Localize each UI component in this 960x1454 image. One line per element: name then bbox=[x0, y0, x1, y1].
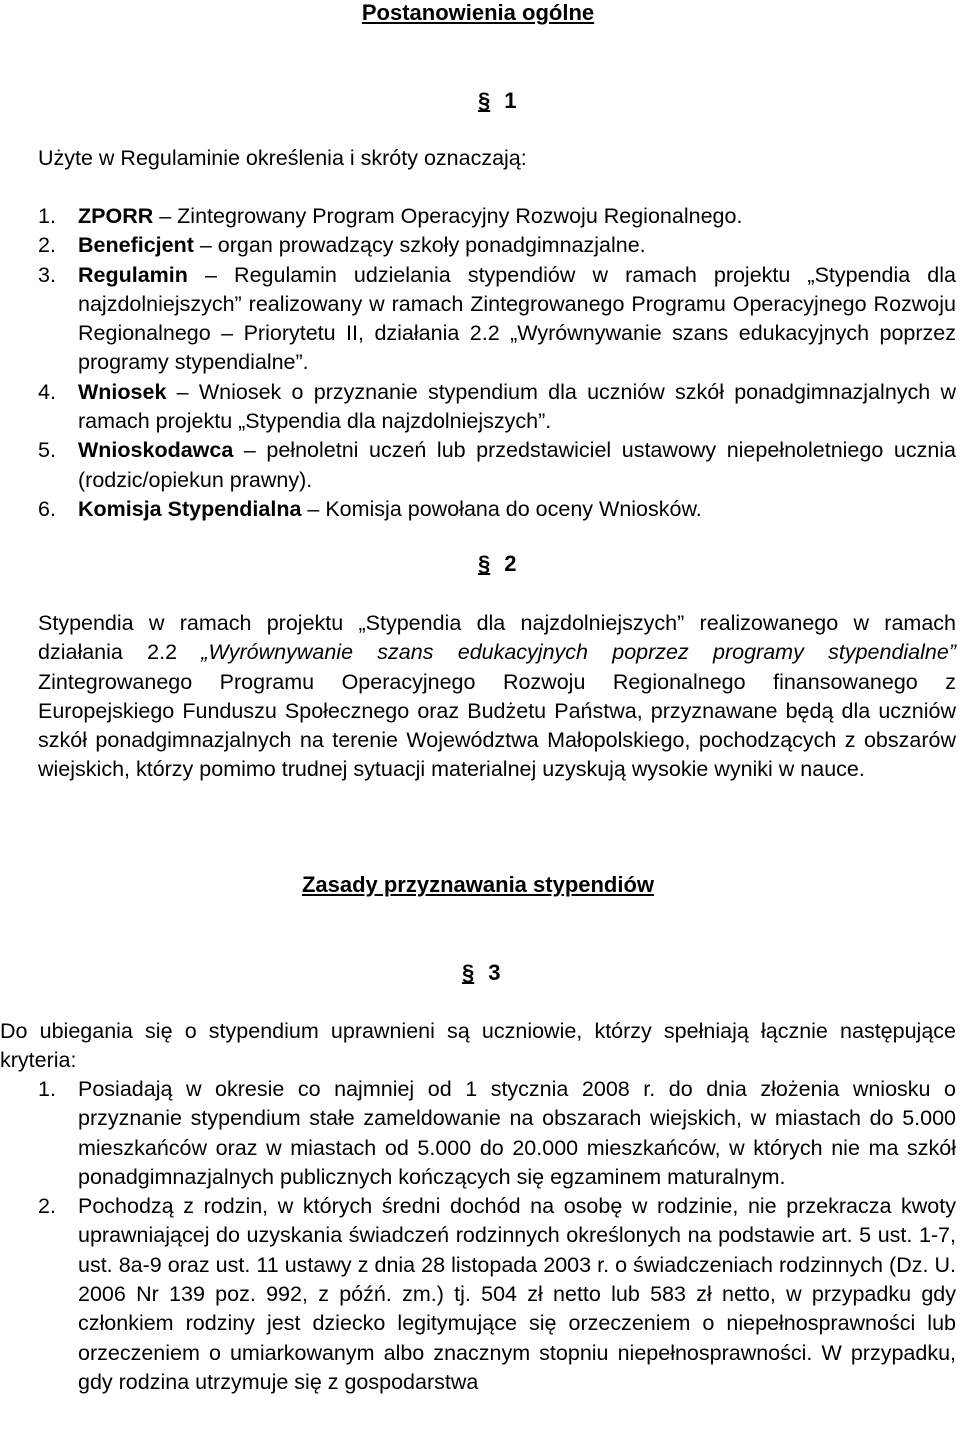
list-number: 1. bbox=[38, 1077, 56, 1101]
description-part-1: Stypendia w ramach projektu „Stypendia dla najzdolniejszych” realizowanego w ramach działania 2.2 bbox=[38, 611, 956, 665]
description-italic: „Wyrównywanie szans edukacyjnych poprzez programy stypendialne” bbox=[201, 640, 956, 665]
list-number: 4. bbox=[38, 379, 56, 404]
list-number: 6. bbox=[38, 496, 56, 521]
definition-term: ZPORR bbox=[78, 204, 154, 228]
list-number: 5. bbox=[38, 438, 56, 463]
definition-dash: – bbox=[193, 233, 218, 258]
definition-text: Regulamin udzielania stypendiów w ramach projektu „Stypendia dla najzdolniejszych” realizowany w ramach Zintegrowanego Programu Operacyjnego Rozwoju Regionalnego – Priorytetu II, działania 2.2 „Wyrównywanie szans edukacyjnych poprzez programy stypendialne”. bbox=[78, 262, 956, 375]
list-number: 1. bbox=[38, 204, 56, 228]
definition-item bbox=[38, 378, 956, 437]
description-part-2: Zintegrowanego Programu Operacyjnego Rozwoju Regionalnego finansowanego z Europejskiego Funduszu Społecznego oraz Budżetu Państwa, przyznawane będą dla uczniów szkół ponadgimnazjalnych na terenie Województwa Małopolskiego, pochodzących z obszarów wiejskich, którzy pomimo trudnej sytuacji materialnej uzyskują wysokie wyniki w nauce. bbox=[38, 669, 956, 782]
definition-dash: – bbox=[233, 438, 267, 463]
section-3-marker bbox=[462, 958, 501, 987]
section-symbol: § bbox=[478, 551, 491, 576]
definitions-list bbox=[38, 202, 956, 524]
criteria-list bbox=[38, 1075, 956, 1397]
criterion-item bbox=[38, 1192, 956, 1397]
heading-general-text: Postanowienia ogólne bbox=[361, 0, 595, 25]
definition-item bbox=[38, 495, 956, 524]
list-number: 2. bbox=[38, 233, 56, 258]
definition-item bbox=[38, 231, 956, 260]
criterion-text: Pochodzą z rodzin, w których średni dochód na osobę w rodzinie, nie przekracza kwoty uprawniającej do uzyskania świadczeń rodzinnych określonych na podstawie art. 5 ust. 1-7, ust. 8a-9 oraz ust. 11 ustawy z dnia 28 listopada 2003 r. o świadczeniach rodzinnych (Dz. U. 2006 Nr 139 poz. 992, z późń. zm.) tj. 504 zł netto lub 583 zł netto, w przypadku gdy członkiem rodziny jest dziecko legitymujące się orzeczeniem o niepełnosprawności lub orzeczeniem o umiarkowanym albo znacznym stopniu niepełnosprawności. W przypadku, gdy rodzina utrzymuje się z gospodarstwa bbox=[78, 1194, 956, 1394]
list-number: 3. bbox=[38, 262, 56, 287]
definitions-intro: Użyte w Regulaminie określenia i skróty oznaczają: bbox=[38, 146, 527, 170]
heading-rules-text: Zasady przyznawania stypendiów bbox=[301, 872, 655, 897]
definition-term: Beneficjent bbox=[78, 233, 194, 258]
definition-dash: – bbox=[187, 262, 235, 287]
definition-term: Wniosek bbox=[78, 379, 167, 404]
definition-text: organ prowadzący szkoły ponadgimnazjalne. bbox=[217, 233, 646, 258]
definition-item bbox=[38, 202, 956, 231]
definition-item bbox=[38, 436, 956, 495]
definition-dash: – bbox=[301, 496, 326, 521]
definition-dash: – bbox=[166, 379, 199, 404]
criterion-text: Posiadają w okresie co najmniej od 1 stycznia 2008 r. do dnia złożenia wniosku o przyznanie stypendium stałe zameldowanie na obszarach wiejskich, w miastach do 5.000 mieszkańców oraz w miastach od 5.000 do 20.000 mieszkańców, w których nie ma szkół ponadgimnazjalnych publicznych kończących się egzaminem maturalnym. bbox=[78, 1077, 956, 1189]
section-1-marker bbox=[478, 86, 517, 115]
definition-term: Wnioskodawca bbox=[78, 438, 234, 463]
definition-text: Komisja powołana do oceny Wniosków. bbox=[325, 496, 702, 521]
eligibility-intro: Do ubiegania się o stypendium uprawnieni są uczniowie, którzy spełniają łącznie następujące kryteria: bbox=[0, 1019, 956, 1073]
section-number: 2 bbox=[504, 551, 517, 576]
definition-term: Komisja Stypendialna bbox=[78, 496, 302, 521]
definition-text: pełnoletni uczeń lub przedstawiciel ustawowy niepełnoletniego ucznia (rodzic/opiekun prawny). bbox=[78, 438, 957, 492]
definition-text: Zintegrowany Program Operacyjny Rozwoju Regionalnego. bbox=[177, 204, 743, 228]
section-number: 1 bbox=[504, 88, 517, 113]
definition-dash: – bbox=[153, 204, 178, 228]
section-2-marker bbox=[478, 549, 517, 578]
criterion-item bbox=[38, 1075, 956, 1192]
list-number: 2. bbox=[38, 1194, 56, 1219]
definition-text: Wniosek o przyznanie stypendium dla uczniów szkół ponadgimnazjalnych w ramach projektu „Stypendia dla najzdolniejszych”. bbox=[78, 379, 956, 434]
section-number: 3 bbox=[488, 960, 501, 985]
scholarship-description bbox=[38, 609, 956, 785]
heading-award-rules bbox=[0, 870, 958, 899]
section-symbol: § bbox=[462, 960, 475, 985]
definition-term: Regulamin bbox=[78, 262, 188, 287]
heading-general-provisions bbox=[0, 0, 958, 27]
section-symbol: § bbox=[478, 88, 491, 113]
definition-item bbox=[38, 261, 956, 378]
